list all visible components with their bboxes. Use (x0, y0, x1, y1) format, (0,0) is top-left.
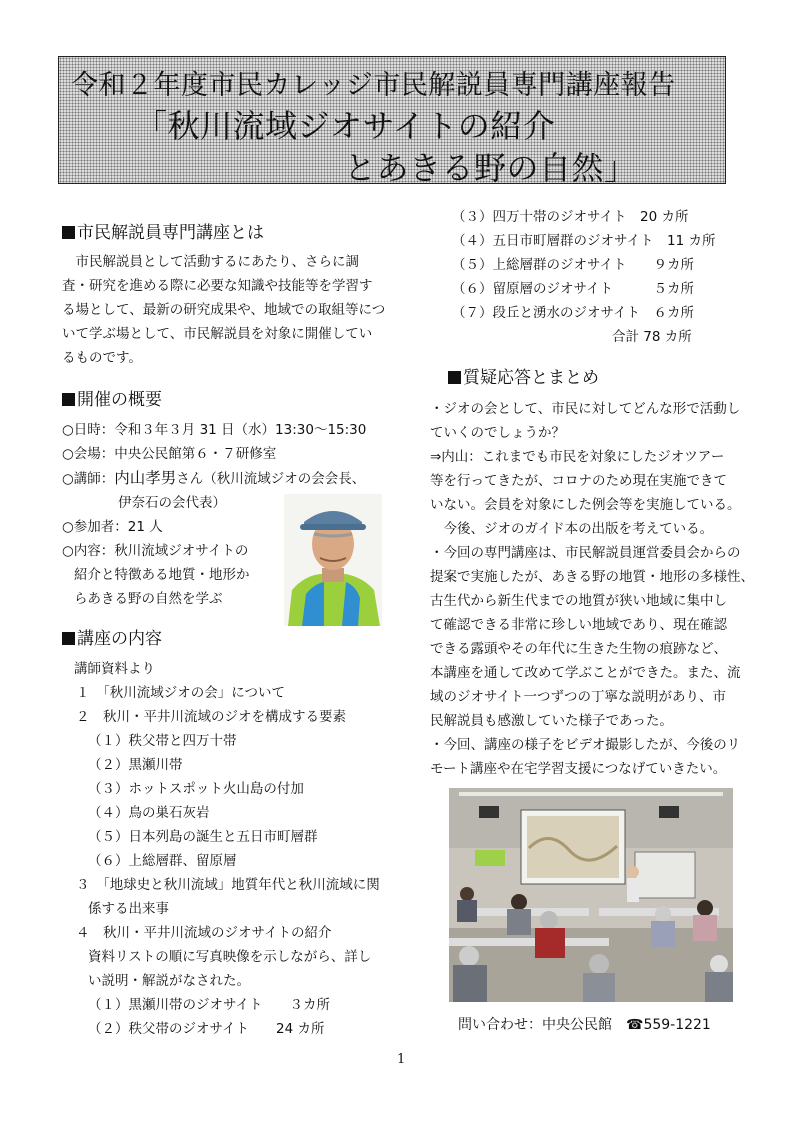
lecture-title-line1: 「秋川流域ジオサイトの紹介 (135, 107, 556, 145)
page-number: 1 (397, 1052, 406, 1067)
square-bullet-icon (62, 226, 75, 239)
event-lecturer: ○講師：内山孝男さん（秋川流域ジオの会会長、 (62, 469, 366, 487)
contact-info: 問い合わせ：中央公民館 ☎559-1221 (458, 1017, 711, 1033)
lecture-title-line2: とあきる野の自然」 (344, 149, 637, 187)
event-participants: ○参加者：21 人 (62, 519, 163, 535)
event-date: ○日時：令和３年３月 31 日（水）13:30～15:30 (62, 422, 367, 438)
square-bullet-icon (62, 393, 75, 406)
site-total: 合計 78 カ所 (612, 329, 692, 345)
event-content: ○内容：秋川流域ジオサイトの (62, 543, 249, 559)
title-banner (58, 56, 726, 187)
section-heading-content: 講座の内容 (62, 624, 162, 649)
lecture-room-photo (449, 788, 733, 1002)
overview-details: ○日時：令和３年３月 31 日（水）13:30～15:30 ○会場：中央公民館第６・７研修室 ○講師：内山孝男さん（秋川流域ジオの会会長、 伊奈石の会代表） ○参加者：21 人 ○内容：秋川流域ジオサイトの 紹介と特徴ある地質・地形か らあきる野の自然を学ぶ (62, 418, 366, 611)
square-bullet-icon (448, 371, 461, 384)
event-venue: ○会場：中央公民館第６・７研修室 (62, 446, 277, 462)
section-heading-about: 市民解説員専門講座とは (62, 218, 264, 243)
site-list-continued: （３）四万十帯のジオサイト 20 カ所 （４）五日市町層群のジオサイト 11 カ所 （５）上総層群のジオサイト ９カ所 （６）留原層のジオサイト ５カ所 （７）段丘と湧水のジオサイト ６カ所 合計 78 カ所 (452, 205, 716, 349)
section-heading-overview: 開催の概要 (62, 385, 162, 410)
lecturer-name: 内山孝男 (114, 469, 177, 487)
about-paragraph: 市民解説員として活動するにあたり、さらに調 査・研究を進める際に必要な知識や技能等を学習す る場として、最新の研究成果や、地域での取組等につ いて学ぶ場として、市民解説員を対象に開催してい るものです。 (62, 254, 386, 366)
qa-summary: ・ジオの会として、市民に対してどんな形で活動し ていくのでしょうか？ ⇒内山：これまでも市民を対象にしたジオツアー 等を行ってきたが、コロナのため現在実施できて いない。会員を対象にした例会等を実施している。 今後、ジオのガイド本の出版を考えている。 ・今回の専門講座は、市民解説員運営委員会からの 提案で実施したが、あきる野の地質・地形の多様性、 古生代から新生代までの地質が狭い地域に集中し て確認できる非常に珍しい地域であり、現在確認 できる露頭やその年代に生きた生物の痕跡など、 本講座を通して改めて学ぶことができた。また、流 域のジオサイト一つずつの丁寧な説明があり、市 民解説員も感激していた様子であった。 ・今回、講座の様子をビデオ撮影したが、今後のリ モート講座や在宅学習支援につなげていきたい。 (430, 401, 754, 777)
square-bullet-icon (62, 632, 75, 645)
lecturer-portrait (284, 494, 382, 626)
content-outline: 講師資料より １ 「秋川流域ジオの会」について ２ 秋川・平井川流域のジオを構成する要素 （１）秩父帯と四万十帯 （２）黒瀬川帯 （３）ホットスポット火山島の付加 （４）鳥の巣石灰岩 （５）日本列島の誕生と五日市町層群 （６）上総層群、留原層 ３ 「地球史と秋川流域」地質年代と秋川流域に関 係する出来事 ４ 秋川・平井川流域のジオサイトの紹介 資料リストの順に写真映像を示しながら、詳し い説明・解説がなされた。 （１）黒瀬川帯のジオサイト ３カ所 （２）秩父帯のジオサイト 24 カ所 (74, 661, 380, 1037)
section-heading-qa: 質疑応答とまとめ (448, 363, 599, 388)
report-title: 令和２年度市民カレッジ市民解説員専門講座報告 (71, 70, 676, 101)
